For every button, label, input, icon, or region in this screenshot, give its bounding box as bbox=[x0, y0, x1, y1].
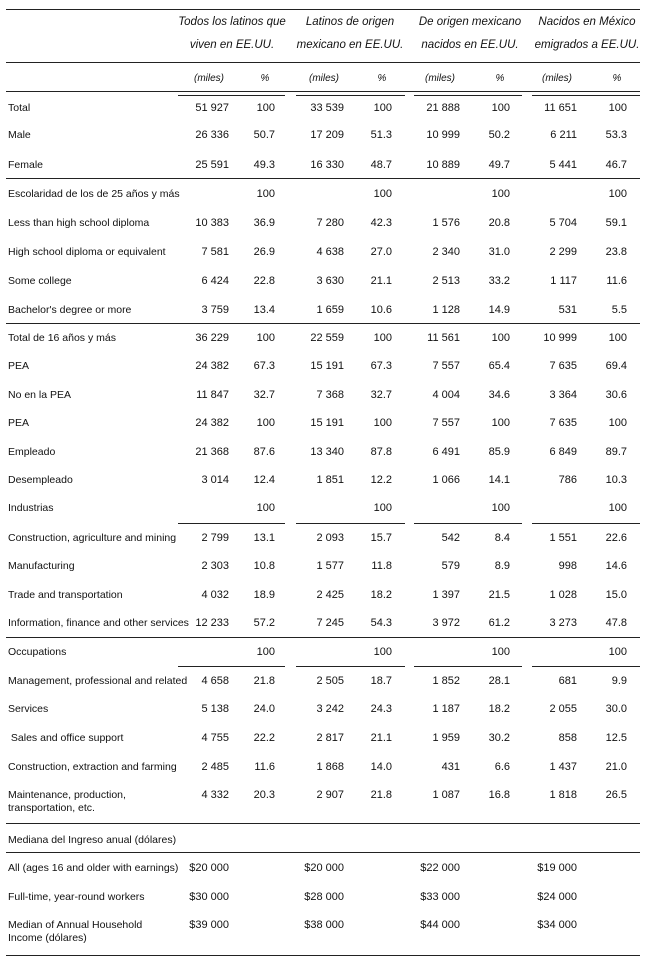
cell-miles: 3 630 bbox=[316, 275, 344, 287]
row-label: Construction, extraction and farming bbox=[8, 761, 177, 773]
row-label: Bachelor's degree or more bbox=[8, 304, 132, 316]
cell-miles: 6 849 bbox=[549, 446, 577, 458]
cell-percent: 100 bbox=[608, 188, 627, 200]
row-label: Median of Annual Household Income (dólares) bbox=[8, 919, 143, 944]
rule-occupations-1 bbox=[296, 666, 405, 667]
cell-miles: 5 704 bbox=[549, 217, 577, 229]
column-title-line1: Todos los latinos que bbox=[178, 16, 286, 28]
cell-percent: 54.3 bbox=[370, 617, 392, 629]
cell-percent: 100 bbox=[373, 332, 392, 344]
row-label: Industrias bbox=[8, 502, 54, 514]
cell-miles: 2 093 bbox=[316, 532, 344, 544]
cell-miles: 4 004 bbox=[432, 389, 460, 401]
cell-percent: 18.2 bbox=[488, 703, 510, 715]
cell-miles: $30 000 bbox=[189, 891, 229, 903]
cell-percent: 20.3 bbox=[253, 789, 275, 801]
unit-miles: (miles) bbox=[194, 73, 224, 84]
cell-percent: 100 bbox=[491, 502, 510, 514]
cell-percent: 100 bbox=[608, 502, 627, 514]
row-label: Empleado bbox=[8, 446, 56, 458]
cell-percent: 11.6 bbox=[606, 275, 627, 287]
cell-miles: 33 539 bbox=[310, 102, 344, 114]
cell-miles: 3 273 bbox=[549, 617, 577, 629]
cell-miles: 1 868 bbox=[316, 761, 344, 773]
row-label: Some college bbox=[8, 275, 72, 287]
rule-col-0 bbox=[178, 95, 285, 96]
row-label: Trade and transportation bbox=[8, 589, 123, 601]
cell-miles: 1 128 bbox=[432, 304, 460, 316]
row-label: Full-time, year-round workers bbox=[8, 891, 145, 903]
cell-miles: 10 383 bbox=[195, 217, 229, 229]
cell-percent: 48.7 bbox=[370, 159, 392, 171]
rule-col-1 bbox=[296, 95, 405, 96]
cell-miles: 858 bbox=[558, 732, 577, 744]
cell-percent: 5.5 bbox=[611, 304, 627, 316]
cell-percent: 10.6 bbox=[370, 304, 392, 316]
cell-miles: $20 000 bbox=[304, 862, 344, 874]
cell-percent: 20.8 bbox=[488, 217, 510, 229]
cell-miles: 21 368 bbox=[195, 446, 229, 458]
unit-miles: (miles) bbox=[309, 73, 339, 84]
cell-percent: 46.7 bbox=[605, 159, 627, 171]
cell-miles: 2 425 bbox=[316, 589, 344, 601]
row-label: PEA bbox=[8, 417, 30, 429]
cell-miles: 2 799 bbox=[201, 532, 229, 544]
row-label: No en la PEA bbox=[8, 389, 72, 401]
cell-miles: 7 581 bbox=[201, 246, 229, 258]
row-label: Manufacturing bbox=[8, 560, 75, 572]
cell-miles: 1 551 bbox=[549, 532, 577, 544]
cell-miles: 10 999 bbox=[426, 129, 460, 141]
cell-percent: 9.9 bbox=[611, 675, 627, 687]
cell-percent: 12.4 bbox=[253, 474, 275, 486]
row-label: Occupations bbox=[8, 646, 67, 658]
cell-miles: 542 bbox=[441, 532, 460, 544]
cell-percent: 32.7 bbox=[253, 389, 275, 401]
rule-header bbox=[6, 62, 640, 63]
row-label: Maintenance, production, transportation, etc. bbox=[8, 789, 126, 814]
cell-miles: 2 907 bbox=[316, 789, 344, 801]
row-label: Information, finance and other services bbox=[8, 617, 189, 629]
cell-percent: 16.8 bbox=[488, 789, 510, 801]
column-title-line2: nacidos en EE.UU. bbox=[421, 39, 519, 51]
cell-miles: 1 397 bbox=[432, 589, 460, 601]
cell-miles: 1 087 bbox=[432, 789, 460, 801]
cell-percent: 100 bbox=[491, 646, 510, 658]
cell-percent: 15.7 bbox=[370, 532, 392, 544]
cell-miles: 17 209 bbox=[310, 129, 344, 141]
cell-miles: 4 755 bbox=[201, 732, 229, 744]
cell-percent: 100 bbox=[491, 332, 510, 344]
cell-percent: 100 bbox=[491, 188, 510, 200]
cell-miles: 15 191 bbox=[310, 417, 344, 429]
unit-percent: % bbox=[612, 73, 622, 84]
cell-percent: 100 bbox=[491, 417, 510, 429]
cell-miles: 998 bbox=[558, 560, 577, 572]
cell-percent: 30.2 bbox=[488, 732, 510, 744]
column-title-line2: emigrados a EE.UU. bbox=[534, 39, 640, 51]
cell-percent: 22.8 bbox=[253, 275, 275, 287]
cell-percent: 21.0 bbox=[605, 761, 627, 773]
cell-percent: 100 bbox=[608, 102, 627, 114]
cell-percent: 14.1 bbox=[488, 474, 510, 486]
cell-percent: 50.7 bbox=[253, 129, 275, 141]
cell-percent: 100 bbox=[373, 417, 392, 429]
cell-miles: 2 340 bbox=[432, 246, 460, 258]
cell-miles: 36 229 bbox=[195, 332, 229, 344]
row-label: All (ages 16 and older with earnings) bbox=[8, 862, 179, 874]
unit-percent: % bbox=[260, 73, 270, 84]
cell-miles: 3 364 bbox=[549, 389, 577, 401]
cell-percent: 18.9 bbox=[253, 589, 275, 601]
rule-top bbox=[6, 9, 640, 10]
row-label: PEA bbox=[8, 360, 30, 372]
row-label: Sales and office support bbox=[8, 732, 124, 744]
rule-section-1 bbox=[6, 323, 640, 324]
cell-percent: 23.8 bbox=[605, 246, 627, 258]
cell-percent: 100 bbox=[373, 102, 392, 114]
cell-miles: 7 635 bbox=[549, 417, 577, 429]
cell-miles: 7 245 bbox=[316, 617, 344, 629]
cell-miles: 7 635 bbox=[549, 360, 577, 372]
cell-miles: 21 888 bbox=[426, 102, 460, 114]
cell-miles: $24 000 bbox=[537, 891, 577, 903]
cell-miles: 1 959 bbox=[432, 732, 460, 744]
cell-miles: 4 658 bbox=[201, 675, 229, 687]
cell-miles: 531 bbox=[558, 304, 577, 316]
cell-percent: 100 bbox=[256, 188, 275, 200]
cell-percent: 53.3 bbox=[605, 129, 627, 141]
cell-miles: 24 382 bbox=[195, 360, 229, 372]
row-label: Desempleado bbox=[8, 474, 73, 486]
row-label: Mediana del Ingreso anual (dólares) bbox=[8, 834, 177, 846]
cell-percent: 100 bbox=[491, 102, 510, 114]
cell-percent: 85.9 bbox=[488, 446, 510, 458]
cell-miles: 15 191 bbox=[310, 360, 344, 372]
cell-percent: 18.2 bbox=[370, 589, 392, 601]
cell-miles: 7 557 bbox=[432, 360, 460, 372]
unit-percent: % bbox=[377, 73, 387, 84]
cell-percent: 65.4 bbox=[488, 360, 510, 372]
cell-percent: 22.6 bbox=[605, 532, 627, 544]
cell-percent: 11.8 bbox=[371, 560, 392, 572]
cell-miles: 2 303 bbox=[201, 560, 229, 572]
cell-percent: 51.3 bbox=[370, 129, 392, 141]
row-label: Construction, agriculture and mining bbox=[8, 532, 177, 544]
cell-percent: 33.2 bbox=[488, 275, 510, 287]
cell-percent: 100 bbox=[256, 332, 275, 344]
row-label: Female bbox=[8, 159, 44, 171]
cell-miles: 16 330 bbox=[310, 159, 344, 171]
cell-percent: 61.2 bbox=[488, 617, 510, 629]
cell-miles: $44 000 bbox=[420, 919, 460, 931]
cell-percent: 42.3 bbox=[370, 217, 392, 229]
row-label: High school diploma or equivalent bbox=[8, 246, 166, 258]
cell-percent: 30.6 bbox=[605, 389, 627, 401]
cell-miles: $20 000 bbox=[189, 862, 229, 874]
cell-miles: 4 032 bbox=[201, 589, 229, 601]
cell-percent: 36.9 bbox=[253, 217, 275, 229]
cell-percent: 57.2 bbox=[253, 617, 275, 629]
cell-miles: 6 211 bbox=[550, 129, 577, 141]
cell-miles: 12 233 bbox=[195, 617, 229, 629]
cell-miles: 786 bbox=[558, 474, 577, 486]
row-label: Less than high school diploma bbox=[8, 217, 150, 229]
column-title-line2: mexicano en EE.UU. bbox=[296, 39, 404, 51]
row-label: Total de 16 años y más bbox=[8, 332, 116, 344]
rule-units bbox=[6, 91, 640, 92]
rule-section-3 bbox=[6, 823, 640, 824]
cell-percent: 10.8 bbox=[253, 560, 275, 572]
cell-percent: 21.1 bbox=[370, 275, 392, 287]
cell-miles: 13 340 bbox=[310, 446, 344, 458]
cell-miles: 2 485 bbox=[201, 761, 229, 773]
cell-miles: 3 759 bbox=[201, 304, 229, 316]
cell-percent: 15.0 bbox=[605, 589, 627, 601]
cell-percent: 27.0 bbox=[370, 246, 392, 258]
cell-percent: 34.6 bbox=[488, 389, 510, 401]
cell-miles: 2 505 bbox=[316, 675, 344, 687]
cell-miles: 10 999 bbox=[543, 332, 577, 344]
rule-occupations-2 bbox=[414, 666, 522, 667]
cell-miles: 11 561 bbox=[427, 332, 460, 344]
cell-miles: 3 242 bbox=[316, 703, 344, 715]
rule-industrias-1 bbox=[296, 523, 405, 524]
cell-percent: 67.3 bbox=[370, 360, 392, 372]
cell-miles: 1 437 bbox=[549, 761, 577, 773]
cell-miles: 1 576 bbox=[432, 217, 460, 229]
cell-miles: 1 577 bbox=[316, 560, 344, 572]
cell-percent: 21.5 bbox=[488, 589, 510, 601]
cell-percent: 32.7 bbox=[370, 389, 392, 401]
cell-percent: 100 bbox=[608, 332, 627, 344]
cell-miles: $22 000 bbox=[420, 862, 460, 874]
cell-miles: 7 557 bbox=[432, 417, 460, 429]
cell-miles: $19 000 bbox=[537, 862, 577, 874]
cell-miles: 2 513 bbox=[432, 275, 460, 287]
cell-percent: 26.9 bbox=[253, 246, 275, 258]
rule-section-5 bbox=[6, 955, 640, 956]
cell-miles: 2 817 bbox=[316, 732, 344, 744]
cell-percent: 18.7 bbox=[370, 675, 392, 687]
row-label: Male bbox=[8, 129, 31, 141]
rule-occupations-0 bbox=[178, 666, 285, 667]
cell-miles: 3 014 bbox=[201, 474, 229, 486]
rule-industrias-0 bbox=[178, 523, 285, 524]
cell-miles: 1 066 bbox=[432, 474, 460, 486]
cell-miles: 1 028 bbox=[549, 589, 577, 601]
rule-section-2 bbox=[6, 637, 640, 638]
cell-miles: $38 000 bbox=[304, 919, 344, 931]
rule-col-2 bbox=[414, 95, 522, 96]
cell-miles: 7 280 bbox=[316, 217, 344, 229]
cell-percent: 69.4 bbox=[605, 360, 627, 372]
cell-miles: 6 424 bbox=[201, 275, 229, 287]
cell-miles: 11 847 bbox=[196, 389, 229, 401]
cell-percent: 12.2 bbox=[370, 474, 392, 486]
cell-percent: 14.9 bbox=[488, 304, 510, 316]
cell-miles: 4 332 bbox=[201, 789, 229, 801]
cell-miles: 4 638 bbox=[316, 246, 344, 258]
cell-miles: 1 851 bbox=[316, 474, 344, 486]
cell-percent: 67.3 bbox=[253, 360, 275, 372]
cell-miles: 6 491 bbox=[432, 446, 460, 458]
rule-section-4 bbox=[6, 852, 640, 853]
cell-miles: 579 bbox=[441, 560, 460, 572]
cell-percent: 24.3 bbox=[370, 703, 392, 715]
unit-miles: (miles) bbox=[425, 73, 455, 84]
unit-miles: (miles) bbox=[542, 73, 572, 84]
cell-miles: 681 bbox=[558, 675, 577, 687]
cell-percent: 49.3 bbox=[253, 159, 275, 171]
cell-percent: 100 bbox=[256, 417, 275, 429]
cell-percent: 12.5 bbox=[605, 732, 627, 744]
cell-miles: 2 299 bbox=[549, 246, 577, 258]
unit-percent: % bbox=[495, 73, 505, 84]
cell-percent: 100 bbox=[608, 417, 627, 429]
cell-percent: 24.0 bbox=[253, 703, 275, 715]
row-label: Total bbox=[8, 102, 31, 114]
cell-miles: 10 889 bbox=[426, 159, 460, 171]
cell-percent: 87.8 bbox=[370, 446, 392, 458]
cell-miles: 3 972 bbox=[432, 617, 460, 629]
cell-percent: 30.0 bbox=[605, 703, 627, 715]
cell-miles: 1 818 bbox=[549, 789, 577, 801]
cell-miles: 7 368 bbox=[316, 389, 344, 401]
rule-col-3 bbox=[532, 95, 640, 96]
cell-miles: $28 000 bbox=[304, 891, 344, 903]
cell-miles: $34 000 bbox=[537, 919, 577, 931]
cell-miles: 2 055 bbox=[549, 703, 577, 715]
row-label: Management, professional and related bbox=[8, 675, 188, 687]
cell-percent: 87.6 bbox=[253, 446, 275, 458]
cell-percent: 47.8 bbox=[605, 617, 627, 629]
rule-industrias-2 bbox=[414, 523, 522, 524]
cell-percent: 100 bbox=[373, 188, 392, 200]
cell-miles: $39 000 bbox=[189, 919, 229, 931]
rule-section-0 bbox=[6, 178, 640, 179]
cell-percent: 49.7 bbox=[488, 159, 510, 171]
column-title-line2: viven en EE.UU. bbox=[189, 39, 275, 51]
row-label: Services bbox=[8, 703, 49, 715]
cell-percent: 6.6 bbox=[494, 761, 510, 773]
cell-percent: 28.1 bbox=[488, 675, 510, 687]
cell-percent: 14.6 bbox=[605, 560, 627, 572]
cell-percent: 13.4 bbox=[253, 304, 275, 316]
cell-percent: 100 bbox=[608, 646, 627, 658]
cell-percent: 50.2 bbox=[488, 129, 510, 141]
cell-percent: 100 bbox=[256, 102, 275, 114]
cell-miles: 5 441 bbox=[549, 159, 577, 171]
cell-percent: 21.1 bbox=[370, 732, 392, 744]
cell-percent: 21.8 bbox=[253, 675, 275, 687]
cell-miles: 1 117 bbox=[550, 275, 577, 287]
cell-miles: 26 336 bbox=[195, 129, 229, 141]
cell-percent: 59.1 bbox=[605, 217, 627, 229]
cell-percent: 21.8 bbox=[370, 789, 392, 801]
cell-percent: 22.2 bbox=[253, 732, 275, 744]
cell-percent: 31.0 bbox=[488, 246, 510, 258]
cell-miles: 431 bbox=[441, 761, 460, 773]
cell-miles: 11 651 bbox=[544, 102, 577, 114]
cell-percent: 100 bbox=[256, 646, 275, 658]
cell-percent: 10.3 bbox=[605, 474, 627, 486]
rule-occupations-3 bbox=[532, 666, 640, 667]
cell-miles: $33 000 bbox=[420, 891, 460, 903]
column-title-line1: De origen mexicano bbox=[418, 16, 522, 28]
rule-industrias-3 bbox=[532, 523, 640, 524]
row-label: Escolaridad de los de 25 años y más bbox=[8, 188, 180, 200]
cell-percent: 13.1 bbox=[253, 532, 275, 544]
cell-miles: 1 187 bbox=[432, 703, 460, 715]
cell-percent: 89.7 bbox=[605, 446, 627, 458]
cell-miles: 24 382 bbox=[195, 417, 229, 429]
cell-percent: 8.4 bbox=[494, 532, 510, 544]
cell-percent: 11.6 bbox=[254, 761, 275, 773]
cell-percent: 8.9 bbox=[494, 560, 510, 572]
cell-percent: 26.5 bbox=[605, 789, 627, 801]
cell-miles: 22 559 bbox=[310, 332, 344, 344]
cell-miles: 51 927 bbox=[195, 102, 229, 114]
cell-miles: 1 659 bbox=[316, 304, 344, 316]
cell-miles: 5 138 bbox=[201, 703, 229, 715]
cell-miles: 25 591 bbox=[195, 159, 229, 171]
column-title-line1: Nacidos en México bbox=[538, 16, 636, 28]
cell-miles: 1 852 bbox=[432, 675, 460, 687]
cell-percent: 100 bbox=[373, 646, 392, 658]
column-title-line1: Latinos de origen bbox=[305, 16, 395, 28]
cell-percent: 100 bbox=[256, 502, 275, 514]
cell-percent: 100 bbox=[373, 502, 392, 514]
cell-percent: 14.0 bbox=[370, 761, 392, 773]
